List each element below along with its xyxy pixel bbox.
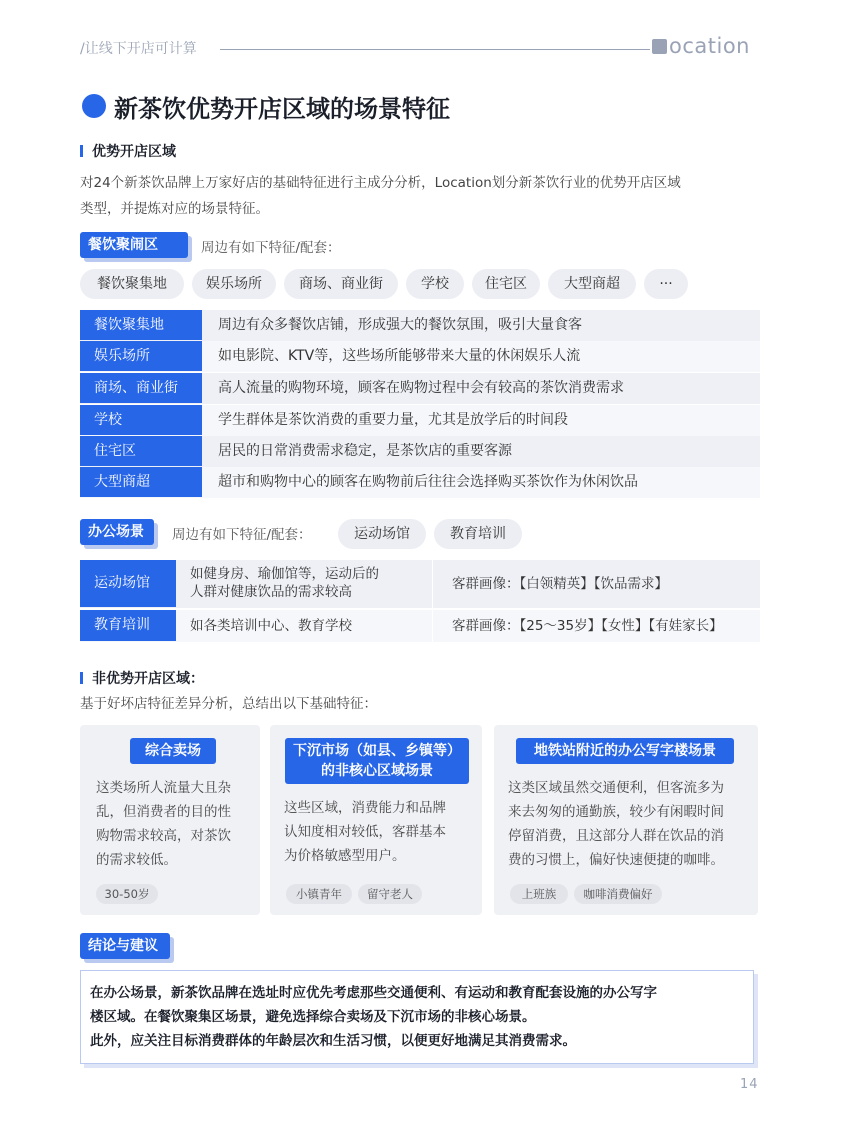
chip-school: 学校 <box>406 269 464 299</box>
brand-logo <box>652 34 750 58</box>
conclusion-line3: 此外，应关注目标消费群体的年龄层次和生活习惯，以便更好地满足其消费需求。 <box>90 1033 576 1049</box>
card-text-line: 这类区域虽然交通便利，但客流多为 <box>508 780 724 796</box>
dining-scene-tag: 餐饮聚闹区 <box>80 232 188 258</box>
table-row <box>80 405 760 436</box>
section-marker-icon <box>80 145 83 157</box>
row-persona: 客群画像：【白领精英】【饮品需求】 <box>452 576 668 592</box>
row-key: 餐饮聚集地 <box>80 310 202 340</box>
card-text-line: 乱，但消费者的目的性 <box>96 804 231 820</box>
card-tag: 综合卖场 <box>130 738 216 764</box>
row-key: 学校 <box>80 405 202 435</box>
logo-mark-icon <box>652 39 667 54</box>
conclusion-tag: 结论与建议 <box>80 933 170 959</box>
card-text-line: 的需求较低。 <box>96 852 177 868</box>
row-desc-line1: 如各类培训中心、教育学校 <box>190 618 352 634</box>
header-divider <box>220 49 650 50</box>
section-marker-icon <box>80 672 83 684</box>
section-intro-line1: 对24个新茶饮品牌上万家好店的基础特征进行主成分分析，Location划分新茶饮行业的优势开店区域 <box>80 175 681 191</box>
row-desc-line1: 如健身房、瑜伽馆等，运动后的 <box>190 566 379 582</box>
row-key: 教育培训 <box>80 610 176 641</box>
section-intro-line2: 类型，并提炼对应的场景特征。 <box>80 201 269 217</box>
row-value: 如电影院、KTV等，这些场所能够带来大量的休闲娱乐人流 <box>218 348 581 364</box>
logo-text: ocation <box>669 34 750 58</box>
card-chip: 上班族 <box>510 884 568 904</box>
header-slogan: /让线下开店可计算 <box>80 41 197 57</box>
card-text-line: 费的习惯上，偏好快速便捷的咖啡。 <box>508 852 724 868</box>
card-text-line: 停留消费，且这部分人群在饮品的消 <box>508 828 724 844</box>
card-text-line: 认知度相对较低，客群基本 <box>284 824 446 840</box>
cell-divider <box>432 610 433 642</box>
cell-divider <box>432 560 433 608</box>
card-tag-line1: 下沉市场（如县、乡镇等） <box>293 743 461 759</box>
card-chip: 留守老人 <box>358 884 422 904</box>
card-chip: 小镇青年 <box>286 884 352 904</box>
section2-intro: 基于好坏店特征差异分析，总结出以下基础特征： <box>80 696 377 712</box>
conclusion-line1: 在办公场景，新茶饮品牌在选址时应优先考虑那些交通便利、有运动和教育配套设施的办公写字 <box>90 985 657 1001</box>
title-dot-icon <box>82 94 106 118</box>
row-key: 大型商超 <box>80 467 202 497</box>
dining-note: 周边有如下特征/配套： <box>201 240 341 256</box>
row-desc-line2: 人群对健康饮品的需求较高 <box>190 584 352 600</box>
page-number: 14 <box>740 1077 759 1092</box>
chip-more: ··· <box>644 269 688 299</box>
section-heading-advantage: 优势开店区域 <box>92 144 176 160</box>
conclusion-line2: 楼区域。在餐饮聚集区场景，避免选择综合卖场及下沉市场的非核心场景。 <box>90 1009 536 1025</box>
table-row <box>80 373 760 404</box>
chip-supermarket: 大型商超 <box>548 269 636 299</box>
row-value: 周边有众多餐饮店铺，形成强大的餐饮氛围，吸引大量食客 <box>218 317 582 333</box>
card-text-line: 这类场所人流量大且杂 <box>96 780 231 796</box>
row-value: 学生群体是茶饮消费的重要力量，尤其是放学后的时间段 <box>218 412 568 428</box>
chip-education: 教育培训 <box>434 519 522 549</box>
row-value: 居民的日常消费需求稳定，是茶饮店的重要客源 <box>218 443 512 459</box>
office-note: 周边有如下特征/配套： <box>172 527 312 543</box>
row-value: 超市和购物中心的顾客在购物前后往往会选择购买茶饮作为休闲饮品 <box>218 474 638 490</box>
card-chip: 30-50岁 <box>96 884 158 904</box>
chip-residential: 住宅区 <box>472 269 540 299</box>
section-heading-non-advantage: 非优势开店区域： <box>92 671 204 687</box>
card-tag <box>285 738 469 784</box>
row-key: 住宅区 <box>80 436 202 466</box>
row-key: 运动场馆 <box>80 560 176 607</box>
table-row <box>80 310 760 341</box>
chip-mall: 商场、商业街 <box>284 269 398 299</box>
card-text-line: 为价格敏感型用户。 <box>284 848 406 864</box>
row-value: 高人流量的购物环境，顾客在购物过程中会有较高的茶饮消费需求 <box>218 380 624 396</box>
table-row <box>80 436 760 467</box>
chip-entertainment: 娱乐场所 <box>192 269 276 299</box>
row-key: 商场、商业街 <box>80 373 202 403</box>
row-persona: 客群画像：【25～35岁】【女性】【有娃家长】 <box>452 618 723 634</box>
table-row <box>80 467 760 498</box>
card-chip: 咖啡消费偏好 <box>574 884 662 904</box>
row-key: 娱乐场所 <box>80 341 202 371</box>
page-title: 新茶饮优势开店区域的场景特征 <box>114 95 450 123</box>
office-scene-tag: 办公场景 <box>80 519 154 545</box>
card-text-line: 这些区域，消费能力和品牌 <box>284 800 446 816</box>
card-tag-line2: 的非核心区域场景 <box>321 763 433 779</box>
card-tag: 地铁站附近的办公写字楼场景 <box>516 738 734 764</box>
card-text-line: 购物需求较高，对茶饮 <box>96 828 231 844</box>
chip-sports: 运动场馆 <box>338 519 426 549</box>
card-text-line: 来去匆匆的通勤族，较少有闲暇时间 <box>508 804 724 820</box>
chip-dining: 餐饮聚集地 <box>80 269 184 299</box>
table-row <box>80 341 760 372</box>
